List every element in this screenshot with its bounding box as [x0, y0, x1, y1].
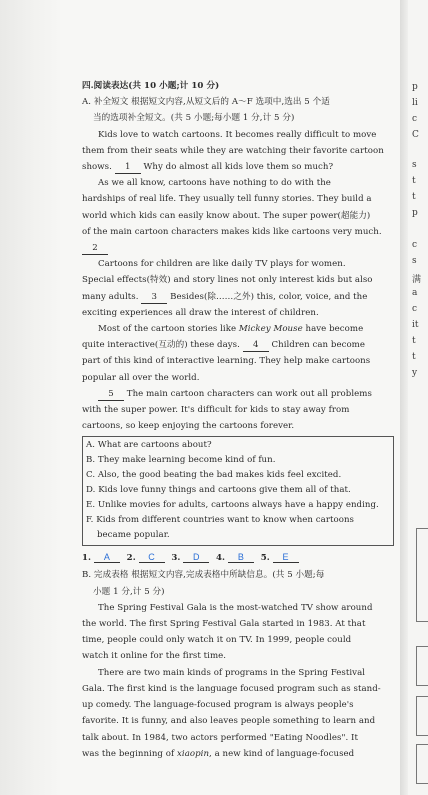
part-b-instruction: B. 完成表格 根据短文内容,完成表格中所缺信息。(共 5 小题;每	[82, 570, 325, 581]
option-b: B. They make learning become kind of fun.	[86, 455, 276, 466]
next-page-fragment: p	[412, 208, 418, 218]
option-c: C. Also, the good beating the bad makes kids feel excited.	[86, 470, 342, 481]
passage-text: Besides(除……之外) this, color, voice, and the	[167, 291, 368, 302]
blank-1: 1	[115, 162, 141, 174]
next-page-fragment: t	[412, 352, 416, 362]
blank-5: 5	[98, 389, 124, 401]
passage-line: There are two main kinds of programs in the Spring Festival	[98, 667, 366, 678]
book-gutter	[400, 0, 408, 795]
passage-line: Cartoons for children are like daily TV plays for women.	[98, 259, 346, 270]
option-d: D. Kids love funny things and cartoons give them all of that.	[86, 485, 351, 496]
answer-number: 5.	[260, 553, 270, 564]
passage-line: the world. The first Spring Festival Gala started in 1983. At that	[82, 619, 366, 630]
passage-text: Why do almost all kids love them so much?	[140, 162, 334, 173]
answer-blank[interactable]: B	[228, 552, 254, 563]
passage-title-italic: Mickey Mouse	[238, 324, 303, 335]
answer-number: 2.	[126, 553, 136, 564]
passage-text: , a new kind of language-focused	[209, 748, 355, 759]
next-page-fragment: c	[412, 114, 418, 124]
next-page-fragment: 满	[412, 275, 422, 285]
option-f-cont: became popular.	[97, 530, 170, 541]
passage-line: them from their seats while they are watching their favorite cartoon	[82, 145, 384, 156]
page-shadow	[0, 0, 60, 795]
passage-text: have become	[302, 324, 364, 335]
passage-line: up comedy. The language-focused program is always people's	[82, 700, 354, 711]
passage-text: The main cartoon characters can work out all problems	[124, 388, 372, 399]
answer-number: 3.	[171, 553, 181, 564]
passage-line: Special effects(特效) and story lines not only interest kids but also	[82, 275, 373, 286]
passage-line: part of this kind of interactive learning. They help make cartoons	[82, 356, 371, 367]
next-page-fragment: c	[412, 240, 418, 250]
passage-line: hardships of real life. They usually tell funny stories. They build a	[82, 194, 372, 205]
passage-line: favorite. It is funny, and also leaves people something to learn and	[82, 716, 376, 727]
answer-blank[interactable]: C	[139, 552, 165, 563]
answer-number: 4.	[216, 553, 226, 564]
passage-line: Gala. The first kind is the language focused program such as stand-	[82, 683, 381, 694]
passage-line	[82, 240, 394, 256]
next-page-table-box	[416, 696, 428, 736]
passage-line: Kids love to watch cartoons. It becomes really difficult to move	[98, 129, 377, 140]
passage-line	[82, 337, 394, 353]
passage-text: Children can become	[268, 340, 366, 351]
passage-line	[82, 159, 394, 175]
section-header: 四.阅读表达(共 10 小题;计 10 分)	[82, 81, 220, 91]
passage-text: many adults.	[82, 291, 139, 302]
passage-text: Most of the cartoon stories like	[98, 324, 239, 335]
next-page-fragment: s	[412, 256, 417, 266]
next-page-edge	[408, 0, 428, 795]
next-page-fragment: t	[412, 176, 416, 186]
passage-text: shows.	[82, 162, 112, 173]
passage-line: watch it online for the first time.	[82, 651, 227, 662]
passage-line: time, people could only watch it on TV. In 1999, people could	[82, 635, 352, 646]
next-page-fragment: c	[412, 304, 418, 314]
passage-line: of the main cartoon characters makes kids like cartoons very much.	[82, 226, 382, 237]
passage-text: was the beginning of	[82, 748, 177, 759]
answer-row	[82, 549, 394, 567]
blank-4: 4	[243, 340, 269, 352]
option-f: F. Kids from different countries want to know when cartoons	[86, 515, 354, 526]
next-page-fragment: s	[412, 160, 417, 170]
passage-line: As we all know, cartoons have nothing to do with the	[98, 178, 331, 189]
options-box	[82, 436, 394, 546]
answer-blank[interactable]: E	[273, 552, 299, 563]
next-page-fragment: t	[412, 336, 416, 346]
passage-line	[82, 746, 394, 762]
passage-line	[82, 289, 394, 305]
answer-blank[interactable]: D	[183, 552, 209, 563]
part-a-instruction-cont: 当的选项补全短文。(共 5 小题;每小题 1 分,计 5 分)	[93, 113, 295, 124]
next-page-fragment: p	[412, 82, 418, 92]
passage-line: popular all over the world.	[82, 372, 200, 383]
answer-blank[interactable]: A	[94, 552, 120, 563]
option-e: E. Unlike movies for adults, cartoons always have a happy ending.	[86, 500, 379, 511]
next-page-fragment: a	[412, 288, 418, 298]
passage-line: with the super power. It's difficult for kids to stay away from	[82, 405, 350, 416]
worksheet-content	[82, 78, 394, 762]
passage-line: world which kids can easily know about. The super power(超能力)	[82, 210, 371, 221]
passage-line: cartoons, so keep enjoying the cartoons forever.	[82, 421, 295, 432]
passage-line: talk about. In 1984, two actors performed "Eating Noodles". It	[82, 732, 358, 743]
option-a: A. What are cartoons about?	[86, 440, 212, 451]
part-b-instruction-cont: 小题 1 分,计 5 分)	[93, 586, 165, 597]
passage-line	[82, 386, 394, 402]
next-page-table-box	[416, 528, 428, 622]
passage-term-italic: xiaopin	[177, 748, 210, 759]
passage-line: exciting experiences all draw the interest of children.	[82, 307, 319, 318]
next-page-table-box	[416, 646, 428, 686]
part-a-instruction: A. 补全短文 根据短文内容,从短文后的 A～F 选项中,选出 5 个适	[82, 97, 330, 108]
passage-text: quite interactive(互动的) these days.	[82, 340, 240, 351]
answer-number: 1.	[82, 553, 92, 564]
next-page-fragment: it	[412, 320, 419, 330]
next-page-fragment: C	[412, 130, 419, 140]
next-page-fragment: t	[412, 192, 416, 202]
blank-3: 3	[141, 292, 167, 304]
passage-line	[82, 321, 394, 337]
next-page-fragment: li	[412, 98, 418, 108]
passage-line: The Spring Festival Gala is the most-watched TV show around	[98, 602, 373, 613]
next-page-fragment: y	[412, 368, 418, 378]
blank-2: 2	[82, 243, 108, 255]
next-page-table-box	[416, 744, 428, 784]
